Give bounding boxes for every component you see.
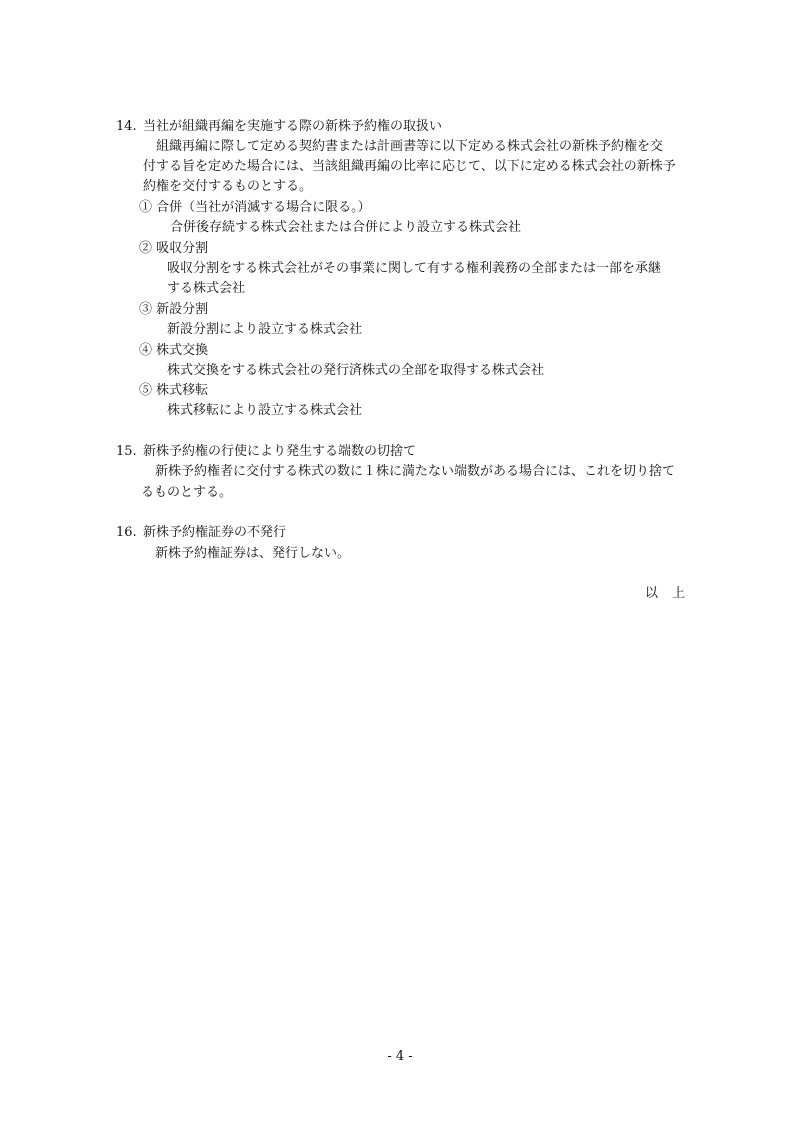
page-number: - 4 - [387,1049,413,1064]
item-absorption-split-desc-1: 吸収分割をする株式会社がその事業に関して有する権利義務の全部または一部を承継 [167,261,662,276]
section-14-heading: 当社が組織再編を実施する際の新株予約権の取扱い [143,119,443,134]
section-14-number: 14. [116,119,137,134]
section-15-number: 15. [116,444,137,459]
section-16-heading: 新株予約権証券の不発行 [143,525,287,540]
section-16-body-line-1: 新株予約権証券は、発行しない。 [155,546,351,561]
section-14-body-line-2: 付する旨を定めた場合には、当該組織再編の比率に応じて、以下に定める株式会社の新株予 [143,159,676,174]
section-15-body-line-2: るものとする。 [141,485,233,500]
item-absorption-split-label: ② 吸収分割 [139,241,209,256]
item-incorporation-split-label: ③ 新設分割 [139,302,209,317]
item-merger-label: ① 合併（当社が消滅する場合に限る。） [139,200,371,215]
section-15-body-line-1: 新株予約権者に交付する株式の数に１株に満たない端数がある場合には、これを切り捨て [155,464,676,479]
item-merger-desc: 合併後存続する株式会社または合併により設立する株式会社 [170,220,522,235]
item-incorporation-split-desc: 新設分割により設立する株式会社 [167,322,363,337]
section-14-body-line-3: 約権を交付するものとする。 [143,179,313,194]
item-share-exchange-label: ④ 株式交換 [139,343,209,358]
item-share-exchange-desc: 株式交換をする株式会社の発行済株式の全部を取得する株式会社 [167,363,545,378]
item-share-transfer-label: ⑤ 株式移転 [139,383,209,398]
item-share-transfer-desc: 株式移転により設立する株式会社 [167,403,363,418]
section-14-body-line-1: 組織再編に際して定める契約書または計画書等に以下定める株式会社の新株予約権を交 [156,139,664,154]
item-absorption-split-desc-2: する株式会社 [167,281,246,296]
section-16-number: 16. [116,525,137,540]
section-15-heading: 新株予約権の行使により発生する端数の切捨て [143,444,417,459]
closing-mark: 以上 [645,586,700,601]
